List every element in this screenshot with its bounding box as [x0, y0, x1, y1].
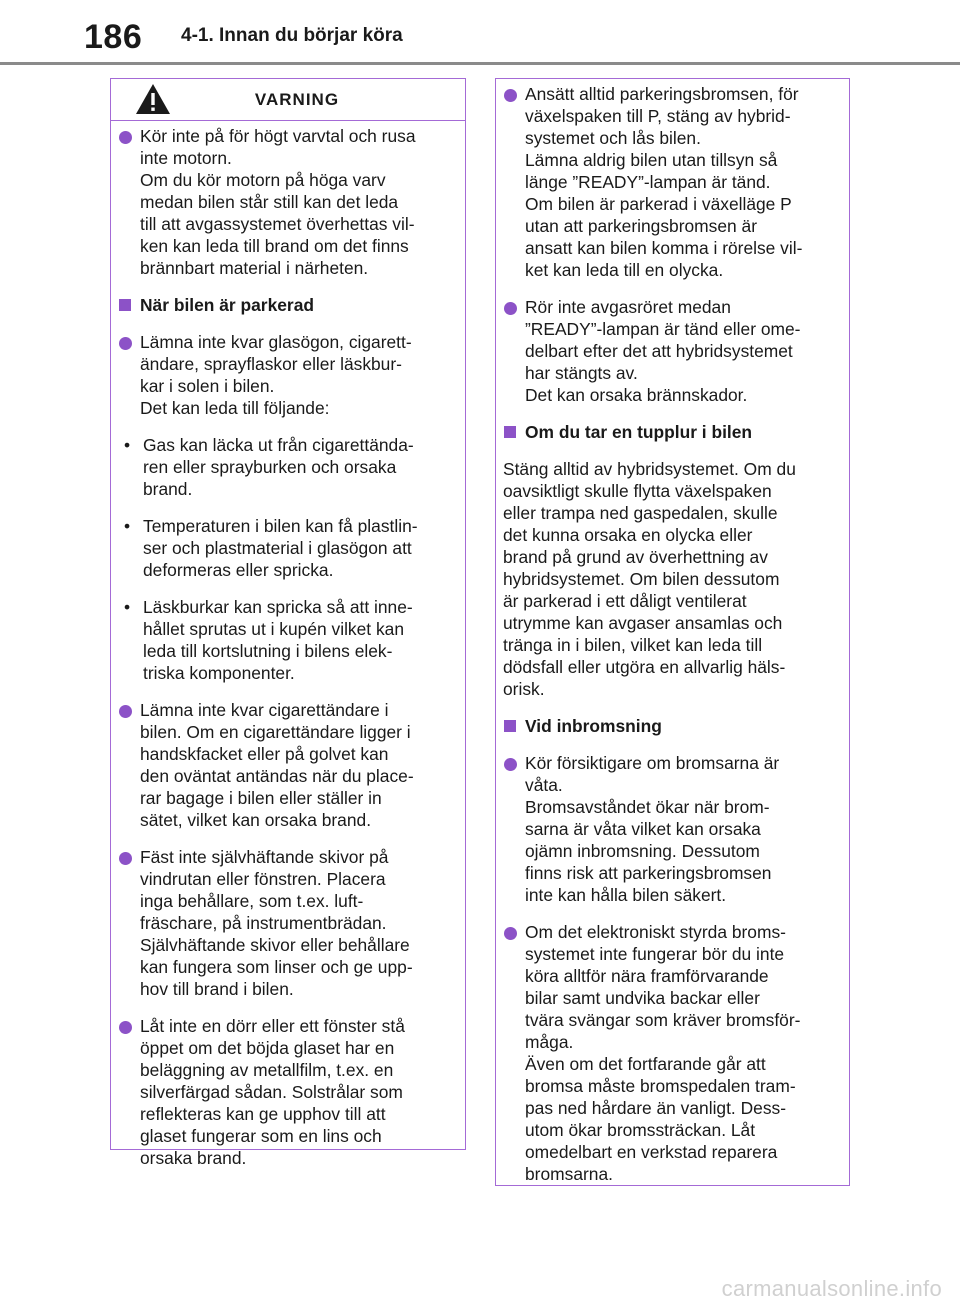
text-line: bromsa måste bromspedalen tram- [525, 1076, 796, 1096]
text-line: utom ökar bromssträckan. Låt [525, 1120, 756, 1140]
text-line: inga behållare, som t.ex. luft- [140, 891, 364, 911]
text-line: Det kan orsaka brännskador. [525, 385, 748, 405]
text-line: Självhäftande skivor eller behållare [140, 935, 410, 955]
text-line: glaset fungerar som en lins och [140, 1126, 382, 1146]
sub-bullet-icon: • [124, 516, 131, 536]
text-line: Läskburkar kan spricka så att inne- [143, 597, 413, 617]
text-line: systemet och lås bilen. [525, 128, 701, 148]
text-line: medan bilen står still kan det leda [140, 192, 399, 212]
warning-label: VARNING [254, 89, 340, 109]
text-line: Om du kör motorn på höga varv [140, 170, 386, 190]
text-line: orisk. [503, 679, 545, 699]
sub-bullet-icon: • [124, 597, 131, 617]
text-line: länge ”READY”-lampan är tänd. [525, 172, 771, 192]
text-line: hållet sprutas ut i kupén vilket kan [143, 619, 405, 639]
bullet-dot-icon [119, 852, 132, 865]
bullet-dot-icon [119, 131, 132, 144]
text-line: Gas kan läcka ut från cigarettända- [143, 435, 414, 455]
bullet-item [503, 296, 841, 406]
text-line: Lämna inte kvar glasögon, cigarett- [140, 332, 412, 352]
text-line: delbart efter det att hybridsystemet [525, 341, 793, 361]
header-divider [0, 62, 960, 65]
text-line: bilar samt undvika backar eller [525, 988, 760, 1008]
bullet-dot-icon [504, 89, 517, 102]
text-line: måga. [525, 1032, 574, 1052]
text-line: brand på grund av överhettning av [503, 547, 768, 567]
square-marker-icon [504, 720, 516, 732]
text-line: Temperaturen i bilen kan få plastlin- [143, 516, 418, 536]
page-number: 186 [84, 18, 143, 56]
text-line: ändare, sprayflaskor eller läskbur- [140, 354, 402, 374]
text-line: Vid inbromsning [525, 716, 662, 736]
text-line: leda till kortslutning i bilens elek- [143, 641, 393, 661]
warning-box-right [495, 78, 850, 1186]
text-line: hybridsystemet. Om bilen dessutom [503, 569, 780, 589]
text-line: den oväntat antändas när du place- [140, 766, 414, 786]
bullet-dot-icon [504, 302, 517, 315]
warning-header [111, 79, 465, 121]
text-line: sarna är våta vilket kan orsaka [525, 819, 761, 839]
text-line: fräschare, på instrumentbrädan. [140, 913, 387, 933]
text-line: hov till brand i bilen. [140, 979, 294, 999]
text-line: ren eller sprayburken och orsaka [143, 457, 397, 477]
bullet-dot-icon [119, 1021, 132, 1034]
subheading [118, 294, 457, 316]
text-line: Ansätt alltid parkeringsbromsen, för [525, 84, 799, 104]
bullet-item [118, 125, 457, 279]
sub-bullet-item [118, 434, 457, 500]
text-line: tränga in i bilen, vilket kan leda till [503, 635, 763, 655]
bullet-item [503, 921, 841, 1185]
text-line: Även om det fortfarande går att [525, 1054, 766, 1074]
text-line: Fäst inte självhäftande skivor på [140, 847, 389, 867]
text-line: är parkerad i ett dåligt ventilerat [503, 591, 747, 611]
sub-bullet-icon: • [124, 435, 131, 455]
text-line: inte motorn. [140, 148, 232, 168]
bullet-item [503, 83, 841, 281]
text-line: till att avgassystemet överhettas vil- [140, 214, 415, 234]
text-line: ser och plastmaterial i glasögon att [143, 538, 412, 558]
text-line: rar bagage i bilen eller ställer in [140, 788, 382, 808]
text-line: beläggning av metallfilm, t.ex. en [140, 1060, 394, 1080]
bullet-dot-icon [119, 337, 132, 350]
text-line: bromsarna. [525, 1164, 613, 1184]
text-line: ket kan leda till en olycka. [525, 260, 724, 280]
text-line: Rör inte avgasröret medan [525, 297, 731, 317]
text-line: våta. [525, 775, 563, 795]
text-line: oavsiktligt skulle flytta växelspaken [503, 481, 772, 501]
text-line: Kör inte på för högt varvtal och rusa [140, 126, 416, 146]
text-line: inte kan hålla bilen säkert. [525, 885, 727, 905]
text-line: Om du tar en tupplur i bilen [525, 422, 753, 442]
text-line: Om det elektroniskt styrda broms- [525, 922, 786, 942]
subheading [503, 421, 841, 443]
text-line: vindrutan eller fönstren. Placera [140, 869, 386, 889]
bullet-item [118, 331, 457, 419]
text-line: Lämna aldrig bilen utan tillsyn så [525, 150, 778, 170]
text-line: öppet om det böjda glaset har en [140, 1038, 395, 1058]
bullet-item [503, 752, 841, 906]
watermark: carmanualsonline.info [721, 1276, 942, 1301]
text-line: När bilen är parkerad [140, 295, 314, 315]
square-marker-icon [504, 426, 516, 438]
text-line: kan fungera som linser och ge upp- [140, 957, 413, 977]
bullet-dot-icon [504, 927, 517, 940]
text-line: brännbart material i närheten. [140, 258, 369, 278]
warning-content-left [111, 121, 465, 1169]
text-line: Låt inte en dörr eller ett fönster stå [140, 1016, 405, 1036]
paragraph [503, 458, 841, 700]
bullet-dot-icon [504, 758, 517, 771]
text-line: eller trampa ned gaspedalen, skulle [503, 503, 778, 523]
text-line: ojämn inbromsning. Dessutom [525, 841, 760, 861]
warning-box-left [110, 78, 466, 1168]
text-line: växelspaken till P, stäng av hybrid- [525, 106, 791, 126]
text-line: utrymme kan avgaser ansamlas och [503, 613, 783, 633]
section-title: 4-1. Innan du börjar köra [181, 25, 403, 46]
text-line: systemet inte fungerar bör du inte [525, 944, 785, 964]
text-line: finns risk att parkeringsbromsen [525, 863, 772, 883]
text-line: omedelbart en verkstad reparera [525, 1142, 778, 1162]
square-marker-icon [119, 299, 131, 311]
subheading [503, 715, 841, 737]
text-line: Stäng alltid av hybridsystemet. Om du [503, 459, 796, 479]
sub-bullet-item [118, 596, 457, 684]
sub-bullet-item [118, 515, 457, 581]
bullet-item [118, 846, 457, 1000]
text-line: ”READY”-lampan är tänd eller ome- [525, 319, 801, 339]
bullet-dot-icon [119, 705, 132, 718]
text-line: dödsfall eller utgöra en allvarlig häls- [503, 657, 786, 677]
text-line: triska komponenter. [143, 663, 295, 683]
text-line: Bromsavståndet ökar när brom- [525, 797, 770, 817]
text-line: bilen. Om en cigarettändare ligger i [140, 722, 411, 742]
text-line: köra alltför nära framförvarande [525, 966, 769, 986]
text-line: Kör försiktigare om bromsarna är [525, 753, 780, 773]
text-line: det kunna orsaka en olycka eller [503, 525, 753, 545]
text-line: orsaka brand. [140, 1148, 247, 1168]
text-line: ken kan leda till brand om det finns [140, 236, 409, 256]
text-line: utan att parkeringsbromsen är [525, 216, 757, 236]
text-line: silverfärgad sådan. Solstrålar som [140, 1082, 403, 1102]
text-line: tvära svängar som kräver bromsför- [525, 1010, 801, 1030]
warning-content-right [496, 79, 849, 1185]
text-line: Om bilen är parkerad i växelläge P [525, 194, 792, 214]
text-line: pas ned hårdare än vanligt. Dess- [525, 1098, 787, 1118]
text-line: handskfacket eller på golvet kan [140, 744, 389, 764]
text-line: sätet, vilket kan orsaka brand. [140, 810, 372, 830]
text-line: deformeras eller spricka. [143, 560, 334, 580]
text-line: reflekteras kan ge upphov till att [140, 1104, 386, 1124]
text-line: ansatt kan bilen komma i rörelse vil- [525, 238, 803, 258]
bullet-item [118, 1015, 457, 1169]
text-line: Det kan leda till följande: [140, 398, 330, 418]
text-line: brand. [143, 479, 193, 499]
text-line: kar i solen i bilen. [140, 376, 275, 396]
text-line: har stängts av. [525, 363, 638, 383]
bullet-item [118, 699, 457, 831]
text-line: Lämna inte kvar cigarettändare i [140, 700, 389, 720]
warning-triangle-icon [134, 82, 172, 116]
